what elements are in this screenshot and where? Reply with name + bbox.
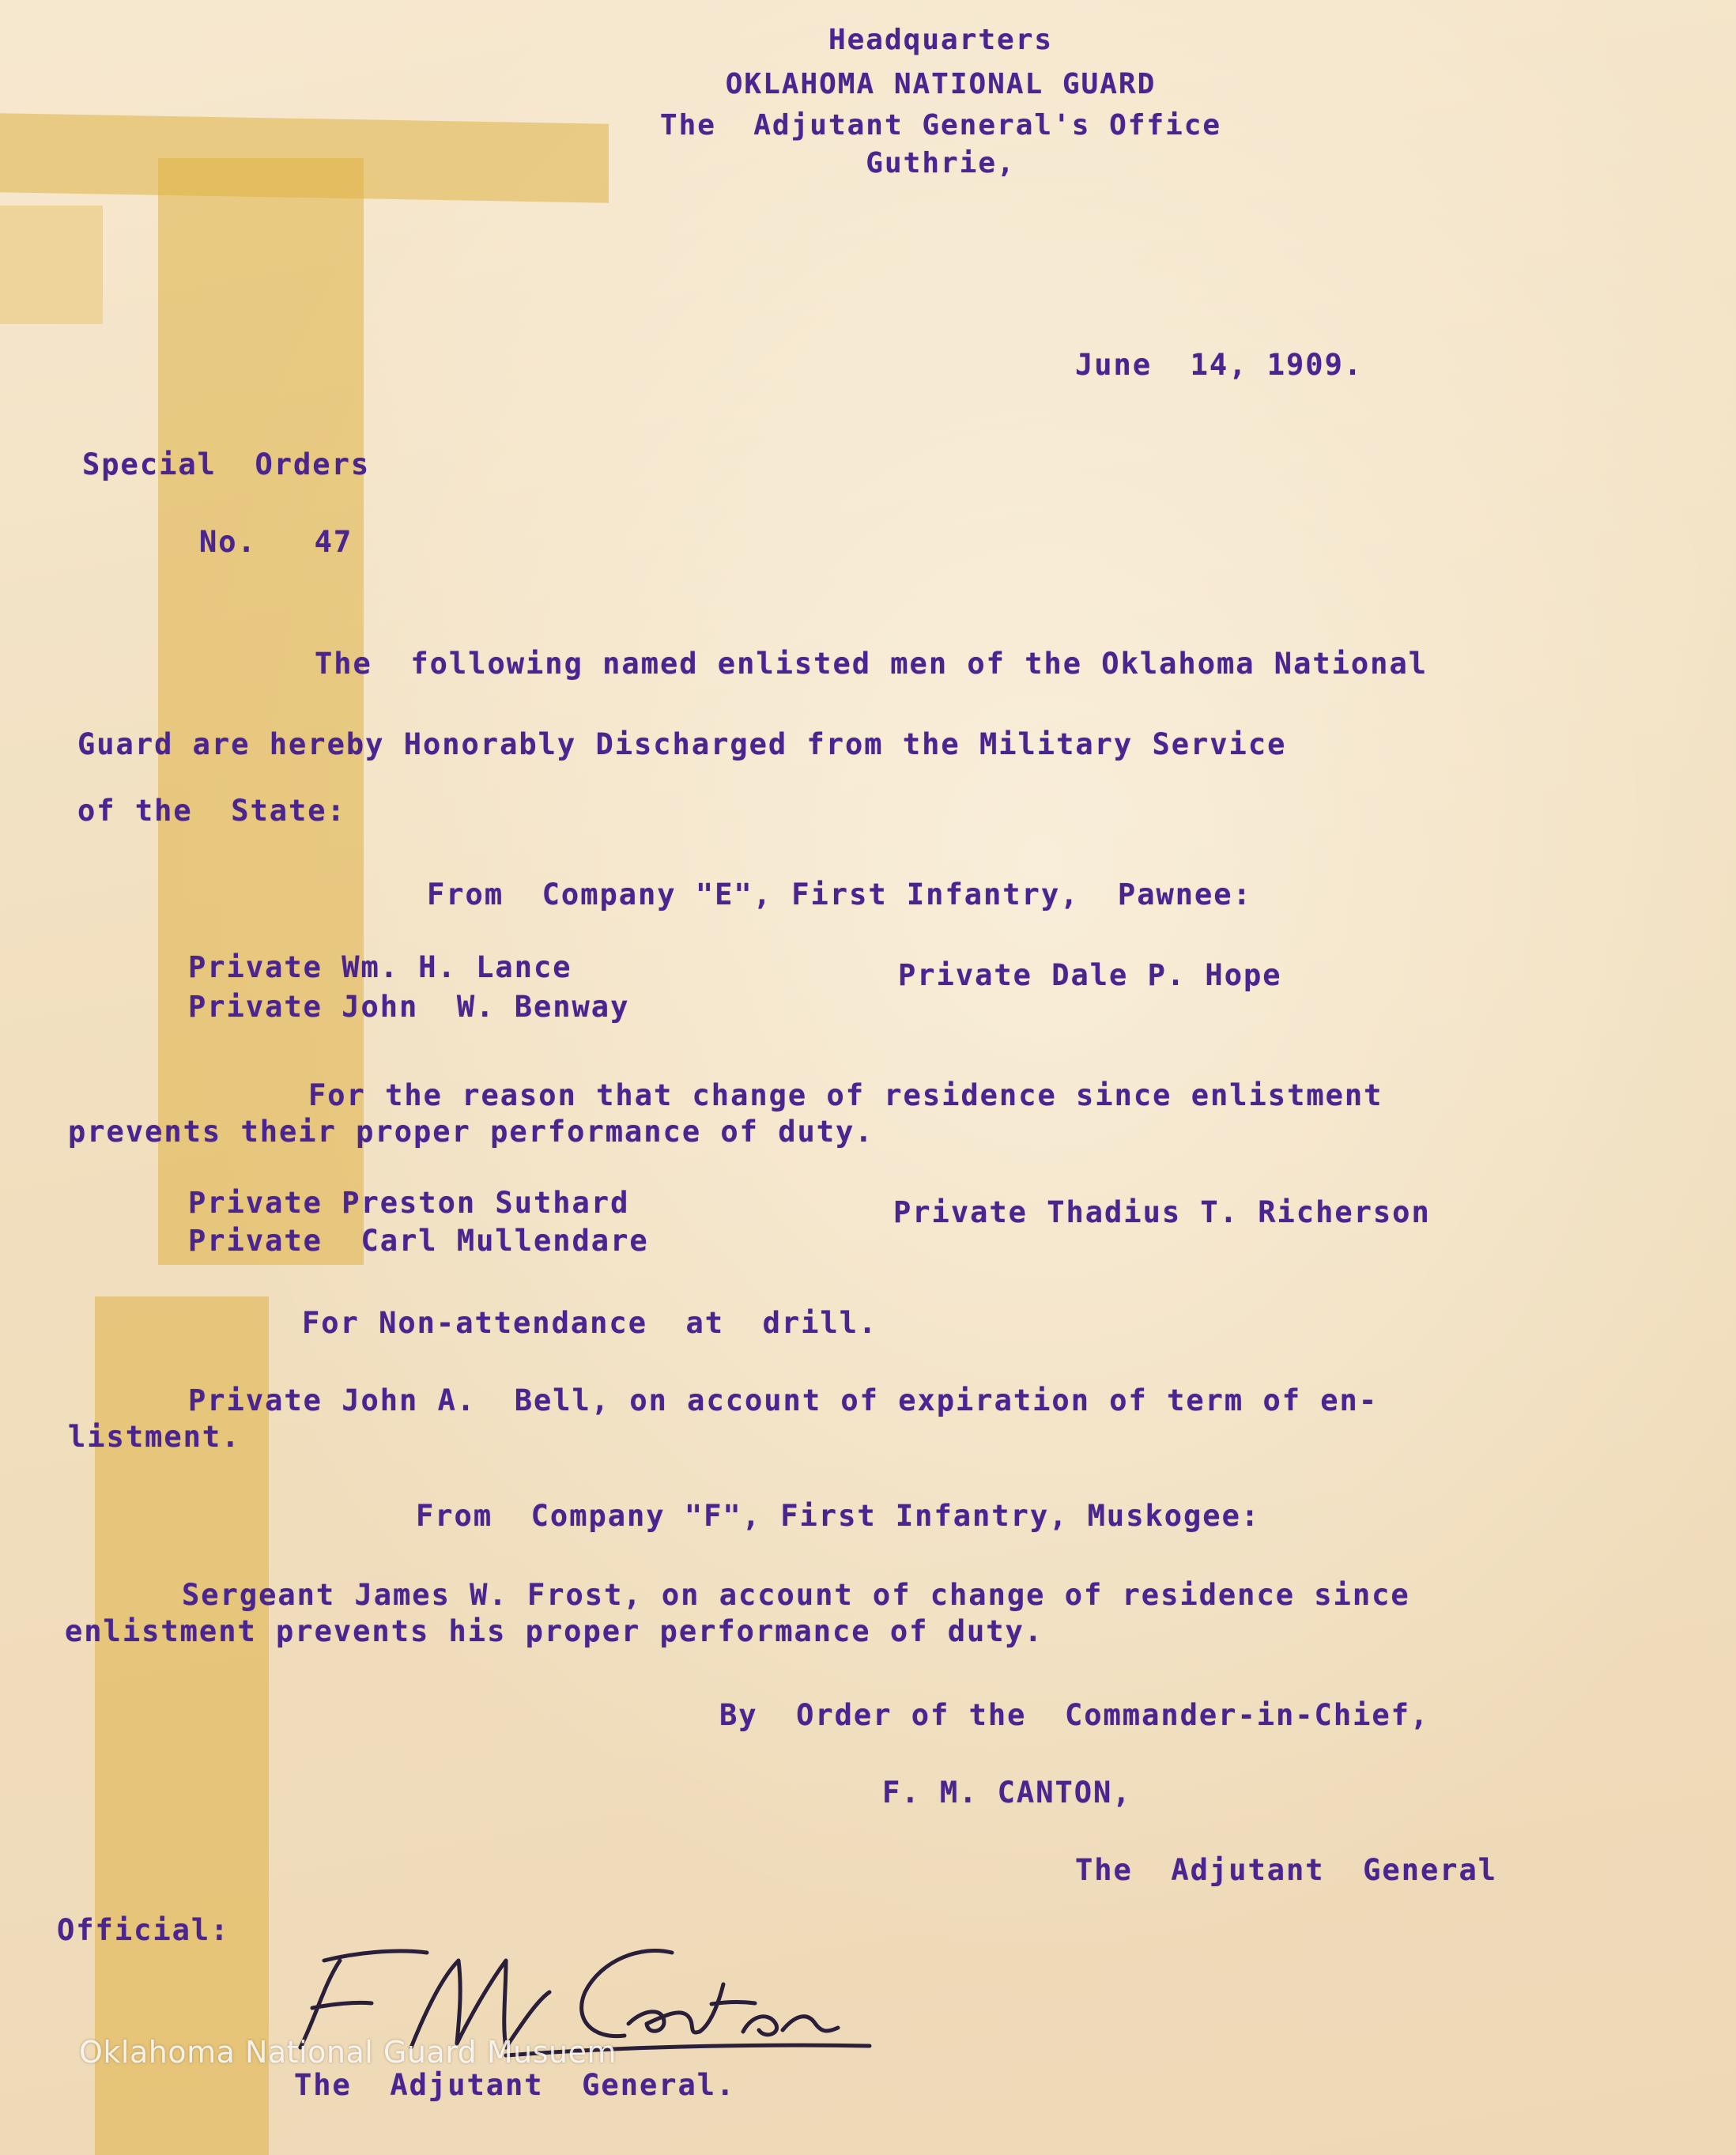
company-e-name-lance: Private Wm. H. Lance <box>188 950 572 984</box>
signature-stroke-anton <box>628 1984 838 2035</box>
tape-tab <box>0 206 103 324</box>
closing-signer-name: F. M. CANTON, <box>882 1776 1132 1810</box>
company-e-heading: From Company "E", First Infantry, Pawnee: <box>427 877 1252 911</box>
company-e-reason-1-line-1: For the reason that change of residence since enlistment <box>308 1078 1383 1112</box>
order-date: June 14, 1909. <box>1075 348 1364 382</box>
company-e-bell-line-1: Private John A. Bell, on account of expiration of term of en- <box>188 1383 1379 1417</box>
company-f-frost-line-1: Sergeant James W. Frost, on account of change of residence since <box>182 1578 1410 1612</box>
signature-stroke-f-top <box>324 1951 427 1961</box>
company-e-name-richerson: Private Thadius T. Richerson <box>893 1195 1431 1229</box>
official-label: Official: <box>57 1913 230 1947</box>
company-e-bell-line-2: listment. <box>68 1420 241 1454</box>
company-e-name-benway: Private John W. Benway <box>188 990 630 1024</box>
intro-line-2: Guard are hereby Honorably Discharged from the Military Service <box>77 727 1287 761</box>
company-e-name-hope: Private Dale P. Hope <box>898 958 1282 992</box>
intro-line-1: The following named enlisted men of the Oklahoma National <box>315 647 1428 681</box>
closing-signer-title: The Adjutant General <box>1075 1853 1498 1887</box>
company-e-name-mullendare: Private Carl Mullendare <box>188 1224 649 1258</box>
letterhead-line-4: Guthrie, <box>866 147 1016 179</box>
letterhead-line-1: Headquarters <box>828 24 1054 56</box>
company-e-name-suthard: Private Preston Suthard <box>188 1186 630 1220</box>
watermark-caption: Oklahoma National Guard Musuem <box>79 2035 617 2070</box>
company-f-frost-line-2: enlistment prevents his proper performance of duty. <box>65 1614 1044 1648</box>
company-f-heading: From Company "F", First Infantry, Muskogee: <box>416 1499 1261 1533</box>
order-title: Special Orders <box>82 447 371 481</box>
letterhead-line-3: The Adjutant General's Office <box>659 109 1222 142</box>
closing-by-order: By Order of the Commander-in-Chief, <box>719 1698 1430 1732</box>
letterhead-line-2: OKLAHOMA NATIONAL GUARD <box>725 68 1157 100</box>
intro-line-3: of the State: <box>77 794 346 828</box>
company-e-reason-1-line-2: prevents their proper performance of duty. <box>68 1115 874 1149</box>
official-title: The Adjutant General. <box>294 2068 736 2102</box>
order-number: No. 47 <box>199 525 353 559</box>
company-e-reason-2: For Non-attendance at drill. <box>302 1306 878 1340</box>
